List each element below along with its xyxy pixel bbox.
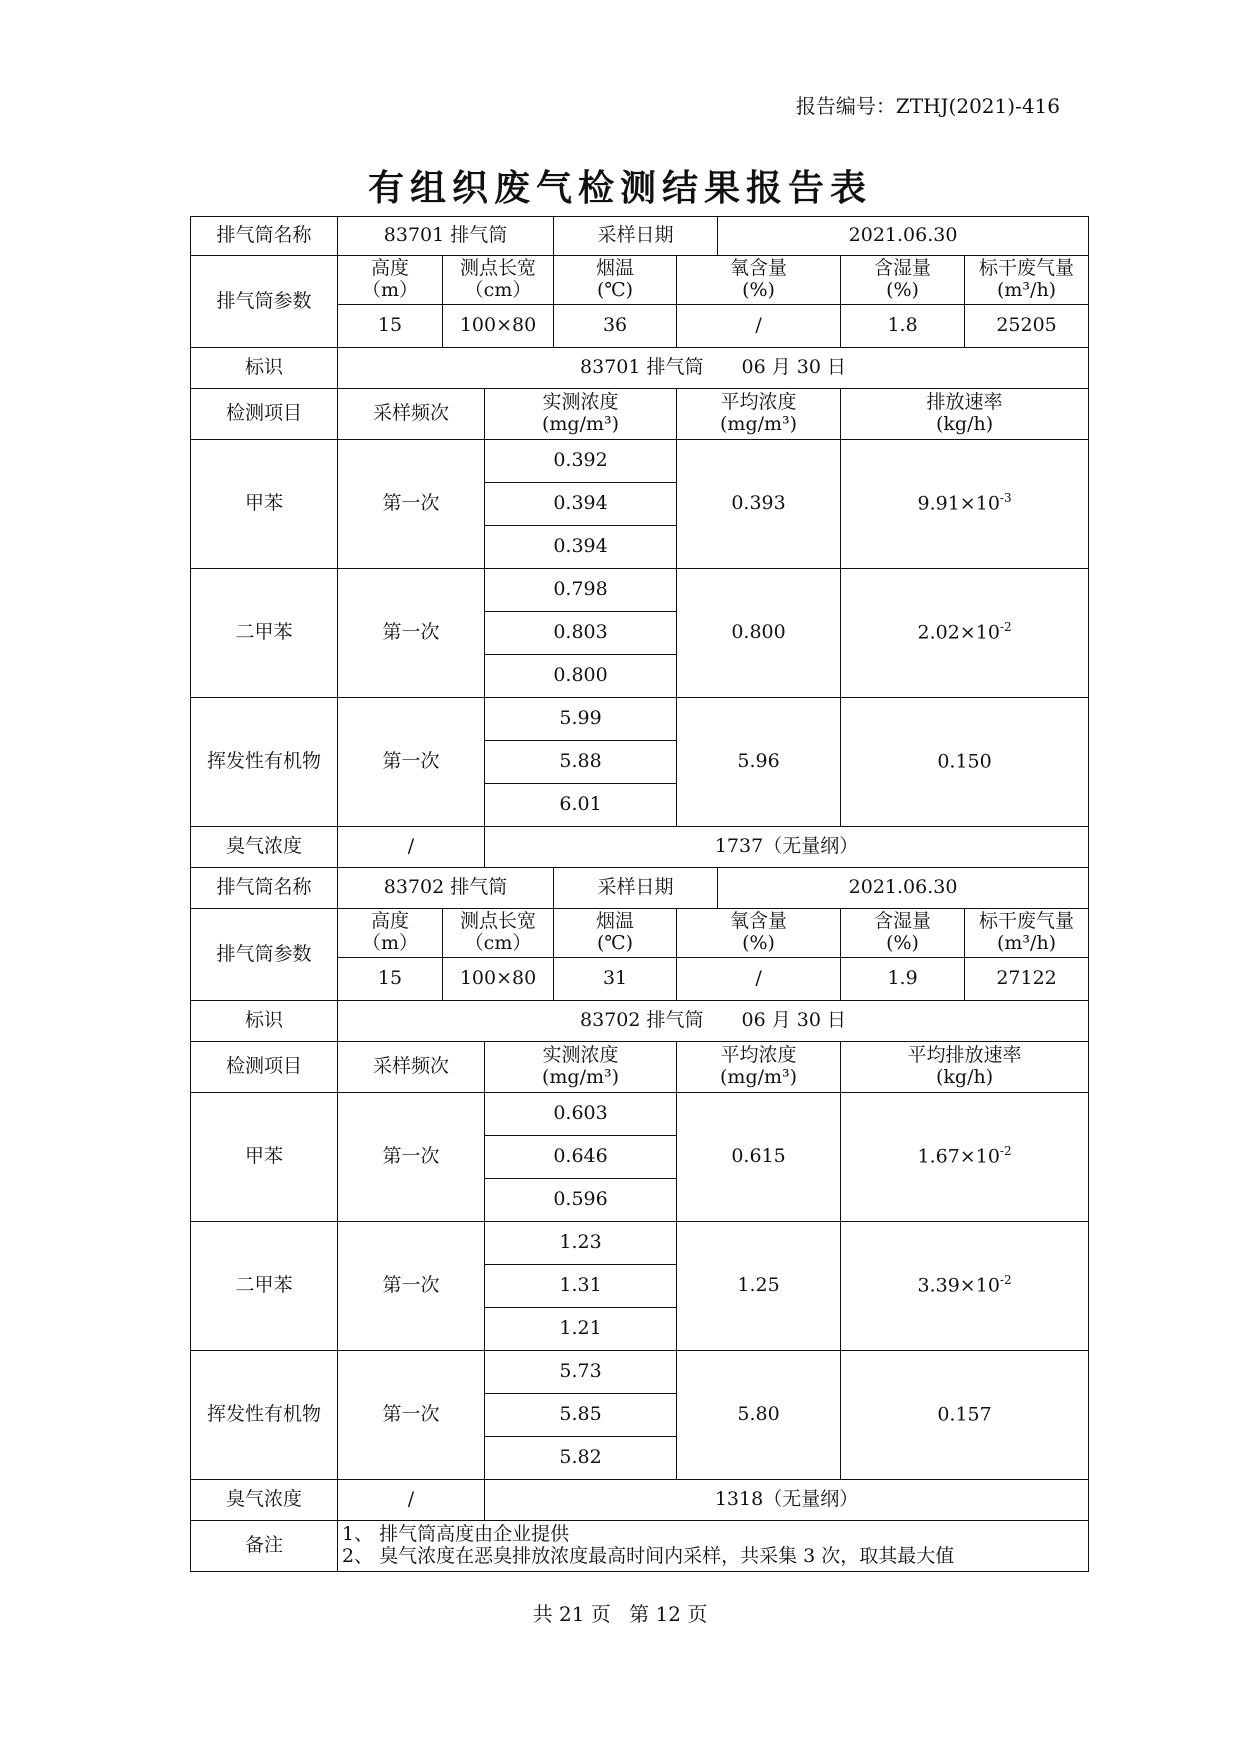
rate-value: 0.157 (841, 1351, 1089, 1480)
point-size-header: 测点长宽 （cm） (443, 256, 554, 305)
average-header: 平均浓度 (mg/m³) (677, 389, 841, 440)
item-frequency: 第一次 (338, 1351, 485, 1480)
measured-value: 0.798 (485, 569, 677, 612)
measured-value: 5.73 (485, 1351, 677, 1394)
total-pages: 共 21 页 (532, 1602, 611, 1626)
measured-value: 0.596 (485, 1179, 677, 1222)
measured-value: 0.392 (485, 440, 677, 483)
average-header: 平均浓度 (mg/m³) (677, 1042, 841, 1093)
measured-value: 0.394 (485, 526, 677, 569)
measured-value: 0.800 (485, 655, 677, 698)
odor-value: 1737（无量纲） (485, 827, 1089, 868)
average-value: 0.615 (677, 1093, 841, 1222)
rate-header: 平均排放速率 (kg/h) (841, 1042, 1089, 1093)
measured-value: 0.394 (485, 483, 677, 526)
measured-header: 实测浓度 (mg/m³) (485, 1042, 677, 1093)
measured-header: 实测浓度 (mg/m³) (485, 389, 677, 440)
moisture-header: 含湿量 (%) (841, 909, 965, 958)
stack-name-value: 83701 排气筒 (338, 217, 554, 256)
dry-flow-value: 27122 (965, 958, 1089, 1001)
item-name: 甲苯 (191, 1093, 338, 1222)
measured-value: 5.99 (485, 698, 677, 741)
item-frequency: 第一次 (338, 698, 485, 827)
rate-value: $9.91\times 10^{-3}$ (841, 440, 1089, 569)
remark-line: 1、 排气筒高度由企业提供 (342, 1523, 570, 1546)
remarks-label: 备注 (191, 1521, 338, 1572)
measured-value: 0.803 (485, 612, 677, 655)
frequency-header: 采样频次 (338, 389, 485, 440)
dry-flow-header: 标干废气量 (m³/h) (965, 909, 1089, 958)
dry-flow-header: 标干废气量 (m³/h) (965, 256, 1089, 305)
height-header: 高度 （m） (338, 256, 443, 305)
item-header: 检测项目 (191, 389, 338, 440)
stack-name-label: 排气筒名称 (191, 217, 338, 256)
stack-params-label: 排气筒参数 (191, 256, 338, 348)
moisture-value: 1.9 (841, 958, 965, 1001)
point-size-header: 测点长宽 （cm） (443, 909, 554, 958)
mark-label: 标识 (191, 348, 338, 389)
point-size-value: 100×80 (443, 305, 554, 348)
sampling-date-value: 2021.06.30 (718, 217, 1089, 256)
item-frequency: 第一次 (338, 569, 485, 698)
mark-label: 标识 (191, 1001, 338, 1042)
average-value: 1.25 (677, 1222, 841, 1351)
remark-line: 2、 臭气浓度在恶臭排放浓度最高时间内采样，共采集 3 次，取其最大值 (342, 1545, 955, 1567)
odor-frequency: / (338, 1480, 485, 1521)
item-name: 二甲苯 (191, 1222, 338, 1351)
mark-value: 83701 排气筒 06 月 30 日 (338, 348, 1089, 389)
stack-name-value: 83702 排气筒 (338, 868, 554, 909)
moisture-value: 1.8 (841, 305, 965, 348)
measured-value: 1.21 (485, 1308, 677, 1351)
measured-value: 5.88 (485, 741, 677, 784)
report-table (190, 216, 1089, 1572)
sampling-date-label: 采样日期 (554, 868, 718, 909)
height-value: 15 (338, 958, 443, 1001)
measured-value: 1.23 (485, 1222, 677, 1265)
remarks-content (338, 1521, 1089, 1572)
height-value: 15 (338, 305, 443, 348)
smoke-temp-value: 36 (554, 305, 677, 348)
odor-label: 臭气浓度 (191, 827, 338, 868)
average-value: 0.393 (677, 440, 841, 569)
frequency-header: 采样频次 (338, 1042, 485, 1093)
average-value: 5.96 (677, 698, 841, 827)
rate-value: $3.39\times 10^{-2}$ (841, 1222, 1089, 1351)
height-header: 高度 （m） (338, 909, 443, 958)
smoke-temp-header: 烟温 (℃) (554, 256, 677, 305)
page-footer (0, 1598, 1240, 1627)
mark-value: 83702 排气筒 06 月 30 日 (338, 1001, 1089, 1042)
average-value: 5.80 (677, 1351, 841, 1480)
sampling-date-label: 采样日期 (554, 217, 718, 256)
oxygen-value: / (677, 305, 841, 348)
stack-name-label: 排气筒名称 (191, 868, 338, 909)
measured-value: 5.85 (485, 1394, 677, 1437)
page-title: 有组织废气检测结果报告表 (367, 167, 872, 209)
smoke-temp-header: 烟温 (℃) (554, 909, 677, 958)
odor-frequency: / (338, 827, 485, 868)
rate-header: 排放速率 (kg/h) (841, 389, 1089, 440)
average-value: 0.800 (677, 569, 841, 698)
oxygen-header: 氧含量 (%) (677, 256, 841, 305)
measured-value: 0.646 (485, 1136, 677, 1179)
item-name: 二甲苯 (191, 569, 338, 698)
smoke-temp-value: 31 (554, 958, 677, 1001)
rate-value: $1.67\times 10^{-2}$ (841, 1093, 1089, 1222)
item-frequency: 第一次 (338, 1093, 485, 1222)
odor-value: 1318（无量纲） (485, 1480, 1089, 1521)
item-name: 挥发性有机物 (191, 698, 338, 827)
item-name: 甲苯 (191, 440, 338, 569)
measured-value: 0.603 (485, 1093, 677, 1136)
sampling-date-value: 2021.06.30 (718, 868, 1089, 909)
item-frequency: 第一次 (338, 440, 485, 569)
item-frequency: 第一次 (338, 1222, 485, 1351)
stack-params-label: 排气筒参数 (191, 909, 338, 1001)
oxygen-header: 氧含量 (%) (677, 909, 841, 958)
oxygen-value: / (677, 958, 841, 1001)
moisture-header: 含湿量 (%) (841, 256, 965, 305)
point-size-value: 100×80 (443, 958, 554, 1001)
dry-flow-value: 25205 (965, 305, 1089, 348)
odor-label: 臭气浓度 (191, 1480, 338, 1521)
measured-value: 6.01 (485, 784, 677, 827)
current-page: 第 12 页 (629, 1602, 708, 1626)
report-number: 报告编号：ZTHJ(2021)-416 (795, 94, 1060, 118)
measured-value: 1.31 (485, 1265, 677, 1308)
rate-value: 0.150 (841, 698, 1089, 827)
measured-value: 5.82 (485, 1437, 677, 1480)
rate-value: $2.02\times 10^{-2}$ (841, 569, 1089, 698)
item-header: 检测项目 (191, 1042, 338, 1093)
item-name: 挥发性有机物 (191, 1351, 338, 1480)
